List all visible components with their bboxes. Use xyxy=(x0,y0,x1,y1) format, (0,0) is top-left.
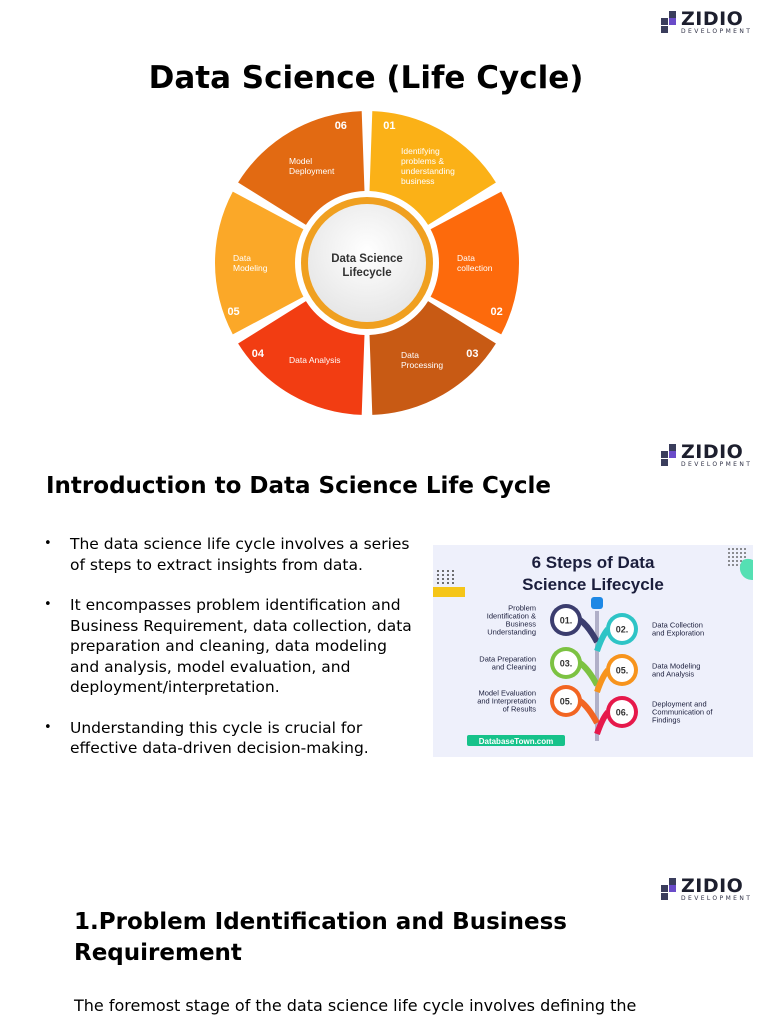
dot xyxy=(732,548,734,550)
bullet-dot: • xyxy=(44,597,52,612)
step-label: and Interpretation xyxy=(477,696,536,706)
yellow-stripes xyxy=(433,587,465,597)
logo-subtitle: DEVELOPMENT xyxy=(681,895,753,902)
step-number: 05. xyxy=(615,665,629,676)
dot xyxy=(744,548,746,550)
step-branch xyxy=(580,663,597,685)
dot xyxy=(452,582,454,584)
dot xyxy=(744,552,746,554)
cycle-segment-text: Processing xyxy=(401,359,444,370)
cycle-segment-number: 06 xyxy=(334,120,347,133)
logo-brand: ZIDIO xyxy=(681,875,744,897)
logo-subtitle: DEVELOPMENT xyxy=(681,28,753,35)
dot xyxy=(452,578,454,580)
logo-subtitle: DEVELOPMENT xyxy=(681,461,753,468)
dot xyxy=(732,552,734,554)
step-number: 01. xyxy=(559,615,573,626)
bullet-dot: • xyxy=(44,536,52,551)
step-node xyxy=(487,604,597,643)
step-number: 05. xyxy=(559,696,573,707)
zidio-logo xyxy=(660,10,752,35)
step-branch xyxy=(580,701,597,723)
step-node xyxy=(597,613,704,651)
dot xyxy=(442,578,444,580)
dot xyxy=(736,548,738,550)
step-number: 06. xyxy=(615,707,629,718)
dot xyxy=(447,582,449,584)
bullet-text: The data science life cycle involves a series of steps to extract insights from data. xyxy=(70,535,410,574)
dot xyxy=(732,560,734,562)
dot xyxy=(728,560,730,562)
six-steps-infographic xyxy=(433,545,753,757)
six-steps-graphic xyxy=(433,545,753,757)
cycle-segment-number: 04 xyxy=(251,347,265,360)
dot xyxy=(732,556,734,558)
zidio-logo xyxy=(660,443,752,468)
step-label: Data Collection xyxy=(652,620,703,630)
step-label: and Cleaning xyxy=(491,662,536,672)
source-label: DatabaseTown.com xyxy=(478,737,554,746)
dot xyxy=(442,574,444,576)
dot xyxy=(442,582,444,584)
dot xyxy=(447,574,449,576)
dot xyxy=(447,570,449,572)
slide3-title: 1.Problem Identification and Business Requirement xyxy=(74,909,567,966)
cycle-segment-number: 01 xyxy=(383,120,396,133)
step-label: Model Evaluation xyxy=(478,688,536,698)
cycle-segment-number: 05 xyxy=(227,305,240,318)
infographic-title-line: 6 Steps of Data xyxy=(531,553,655,572)
cycle-segment-text: problems & xyxy=(401,156,444,167)
step-label: Data Preparation xyxy=(479,654,536,664)
slide2-title: Introduction to Data Science Life Cycle xyxy=(46,473,551,499)
step-label: Communication of xyxy=(652,707,713,717)
zidio-mark-icon xyxy=(660,10,678,34)
dot xyxy=(740,556,742,558)
dot-pattern-left xyxy=(437,570,454,584)
step-label: and Analysis xyxy=(652,669,695,679)
cycle-center-line: Lifecycle xyxy=(342,267,392,279)
cycle-segment-number: 03 xyxy=(466,347,479,360)
database-icon xyxy=(591,597,603,609)
cycle-segment-text: Deployment xyxy=(289,166,335,177)
bullet-item xyxy=(44,718,414,759)
bullet-dot: • xyxy=(44,719,52,735)
dot xyxy=(437,582,439,584)
dot xyxy=(736,552,738,554)
dot xyxy=(736,560,738,562)
dot xyxy=(728,564,730,566)
dot xyxy=(740,552,742,554)
step-number: 03. xyxy=(559,658,573,669)
zidio-mark-icon xyxy=(660,443,678,467)
step-label: Findings xyxy=(652,715,681,725)
dot xyxy=(732,564,734,566)
logo-brand: ZIDIO xyxy=(681,441,744,463)
step-label: Understanding xyxy=(487,627,536,637)
bullet-text: It encompasses problem identification and Business Requirement, data collection, data preparation and cleaning, data modeling and analysis, model evaluation, and deployment/interpretation. xyxy=(70,596,412,696)
zidio-logo xyxy=(660,877,752,902)
dot xyxy=(442,570,444,572)
dot xyxy=(437,570,439,572)
cycle-segment-text: Data xyxy=(233,253,251,263)
cycle-segment-text: Modeling xyxy=(233,263,268,273)
lifecycle-diagram xyxy=(212,120,524,408)
step-label: Business xyxy=(505,619,536,629)
bullet-text: Understanding this cycle is crucial for effective data-driven decision-making. xyxy=(70,718,369,757)
step-label: Deployment and xyxy=(652,699,707,709)
dot xyxy=(452,574,454,576)
cycle-segment-text: understanding xyxy=(401,166,455,177)
cycle-segment-text: Model xyxy=(289,156,313,167)
dot xyxy=(447,578,449,580)
step-node xyxy=(477,685,597,723)
dot xyxy=(744,556,746,558)
dot xyxy=(740,560,742,562)
step-node xyxy=(479,647,597,685)
step-label: of Results xyxy=(502,704,536,714)
logo-brand: ZIDIO xyxy=(681,8,744,30)
cycle-segment-text: Data xyxy=(401,349,419,360)
step-label: Data Modeling xyxy=(652,661,701,671)
step-node xyxy=(597,654,700,692)
dot xyxy=(728,548,730,550)
cycle-segment-number: 02 xyxy=(490,305,503,318)
dot xyxy=(728,556,730,558)
bullet-item xyxy=(44,595,414,698)
bullet-list xyxy=(44,534,414,779)
step-label: Problem xyxy=(508,603,536,613)
cycle-segment-text: Identifying xyxy=(401,146,440,157)
dot xyxy=(452,570,454,572)
cycle-segment-text: Data xyxy=(457,253,475,263)
cycle-segment-text: collection xyxy=(457,263,493,273)
cycle-segment-text: Data Analysis xyxy=(289,354,341,365)
step-number: 02. xyxy=(615,624,629,635)
dot xyxy=(740,548,742,550)
slide1-title: Data Science (Life Cycle) xyxy=(148,60,584,96)
step-label: and Exploration xyxy=(652,628,705,638)
step-label: Identification & xyxy=(486,611,536,621)
dot xyxy=(736,556,738,558)
dot xyxy=(437,578,439,580)
dot xyxy=(736,564,738,566)
step-node xyxy=(597,696,713,734)
step-branch xyxy=(580,620,597,642)
infographic-title-line: Science Lifecycle xyxy=(522,575,664,594)
bullet-item xyxy=(44,534,414,575)
zidio-mark-icon xyxy=(660,877,678,901)
mint-shape xyxy=(740,559,753,580)
dot xyxy=(728,552,730,554)
cycle-segment-text: business xyxy=(401,176,435,187)
slide3-paragraph: The foremost stage of the data science life cycle involves defining the xyxy=(74,996,637,1015)
cycle-center-line: Data Science xyxy=(331,253,403,265)
dot xyxy=(437,574,439,576)
